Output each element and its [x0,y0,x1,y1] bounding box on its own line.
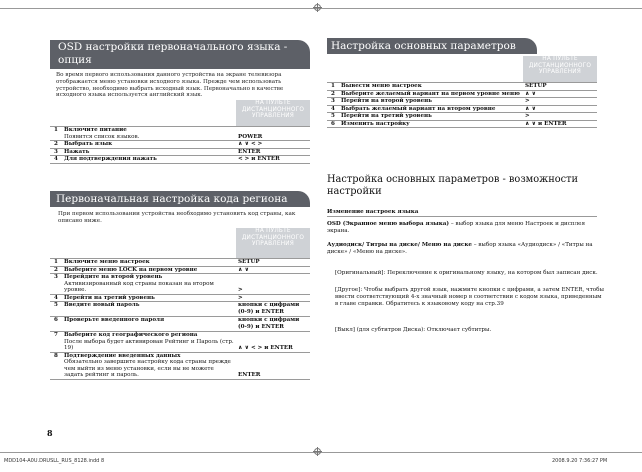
audio-language-option [327,242,607,256]
table-row: 5 Перейти на третий уровень > [327,113,597,121]
original-option: [Оригинальный]: Переключение к оригинальному языку, на котором был записан диск. [335,270,598,276]
footer-date: 2008.9.20 7:36:27 PM [552,458,608,464]
crop-mark-icon [314,448,321,455]
table-row: 2 Выбрать язык ∧ ∨ < > [50,141,310,149]
table-row: 2 Выберите меню LOCK на первом уровне ∧ ∨ [50,266,310,274]
table-row: 3 Перейдите на второй уровень Активизированный код страны показан на втором уровне. > [50,274,310,295]
table-row: 3 Перейти на второй уровень > [327,98,597,106]
off-option: [Выкл] (для субтитров Диска): Отключает субтитры. [335,327,492,333]
osd-remote-header: НА ПУЛЬТЕ ДИСТАНЦИОННОГО УПРАВЛЕНИЯ [236,100,310,127]
table-row: 1 Включите питание Появится список языков. POWER [50,127,310,141]
table-row: 8 Подтверждение введенных данных Обязательно завершите настройку кода страны прежде чем выйти из меню установки, если вы не можете задать рейтинг и пароль. ENTER [50,352,310,379]
region-intro: При первом использовании устройства необходимо установить код страны, как описано ниже. [58,211,296,224]
table-row: 3 Нажать ENTER [50,148,310,156]
crop-mark-icon [314,4,321,11]
osd-language-option [327,221,607,235]
options-title: Настройка основных параметров - возможности настройки [327,174,579,197]
region-section-title: Первоначальная настройка кода региона [50,191,310,207]
page-number: 8 [47,428,53,438]
footer-file: MDD104-A0U.DRUSLL_RUS_8128.indd 8 [4,458,105,464]
basic-remote-header: НА ПУЛЬТЕ ДИСТАНЦИОННОГО УПРАВЛЕНИЯ [523,56,597,83]
region-remote-header: НА ПУЛЬТЕ ДИСТАНЦИОННОГО УПРАВЛЕНИЯ [236,228,310,259]
basic-table [327,56,597,128]
table-row: 6 Изменить настройку ∧ ∨ и ENTER [327,120,597,128]
osd-table [50,100,310,164]
region-table [50,228,310,380]
table-row: 4 Выбрать желаемый вариант на втором уровне ∧ ∨ [327,105,597,113]
table-row: 7 Выберите код географического региона После выбора будет активирован Рейтинг и Пароль (стр. 19) ∧ ∨ < > и ENTER [50,332,310,353]
audio-term: Аудиодиск/ Титры на диске/ Меню на диске [327,242,472,248]
osd-desc: – выбор языка для меню Настроек и дисплея экрана. [327,221,586,234]
table-row: 2 Выберите желаемый вариант на первом уровне меню ∧ ∨ [327,90,597,98]
basic-section-title: Настройка основных параметров [327,38,537,54]
table-row: 1 Вывести меню настроек SETUP [327,83,597,91]
osd-intro: Во время первого использования данного устройства на экране телевизора отображается меню установки исходного языка. Прежде чем использовать устройство, необходимо выбрать исходный язык. Первоначально в качестве исходного языка используется английский язык. [56,72,284,99]
table-row: 6 Проверьте введенного пароля кнопки с цифрами (0-9) и ENTER [50,317,310,332]
other-option: [Другое]: Чтобы выбрать другой язык, нажмите кнопки с цифрами, а затем ENTER, чтобы ввести соответствующий 4-х значный номер в соответствии с кодом языка, приведенным в главе справки. Обратитесь к языковому коду на стр.39 [335,287,604,307]
table-row: 4 Для подтверждения нажать < > и ENTER [50,156,310,164]
audio-desc: – выбор языка «Аудиодиск» / «Титры на диске» / «Меню на диске». [327,242,593,255]
top-border-line [0,8,642,9]
options-subtitle: Изменение настроек языка [327,209,597,217]
osd-term: OSD (Экранное меню выбора языка) [327,221,450,227]
table-row: 5 Введите новый пароль кнопки с цифрами (0-9) и ENTER [50,302,310,317]
table-row: 1 Включите меню настроек SETUP [50,259,310,267]
osd-section-title: OSD настройки первоначального языка - опция [50,40,310,69]
bottom-border-line [0,452,642,453]
table-row: 4 Перейти на третий уровень > [50,294,310,302]
